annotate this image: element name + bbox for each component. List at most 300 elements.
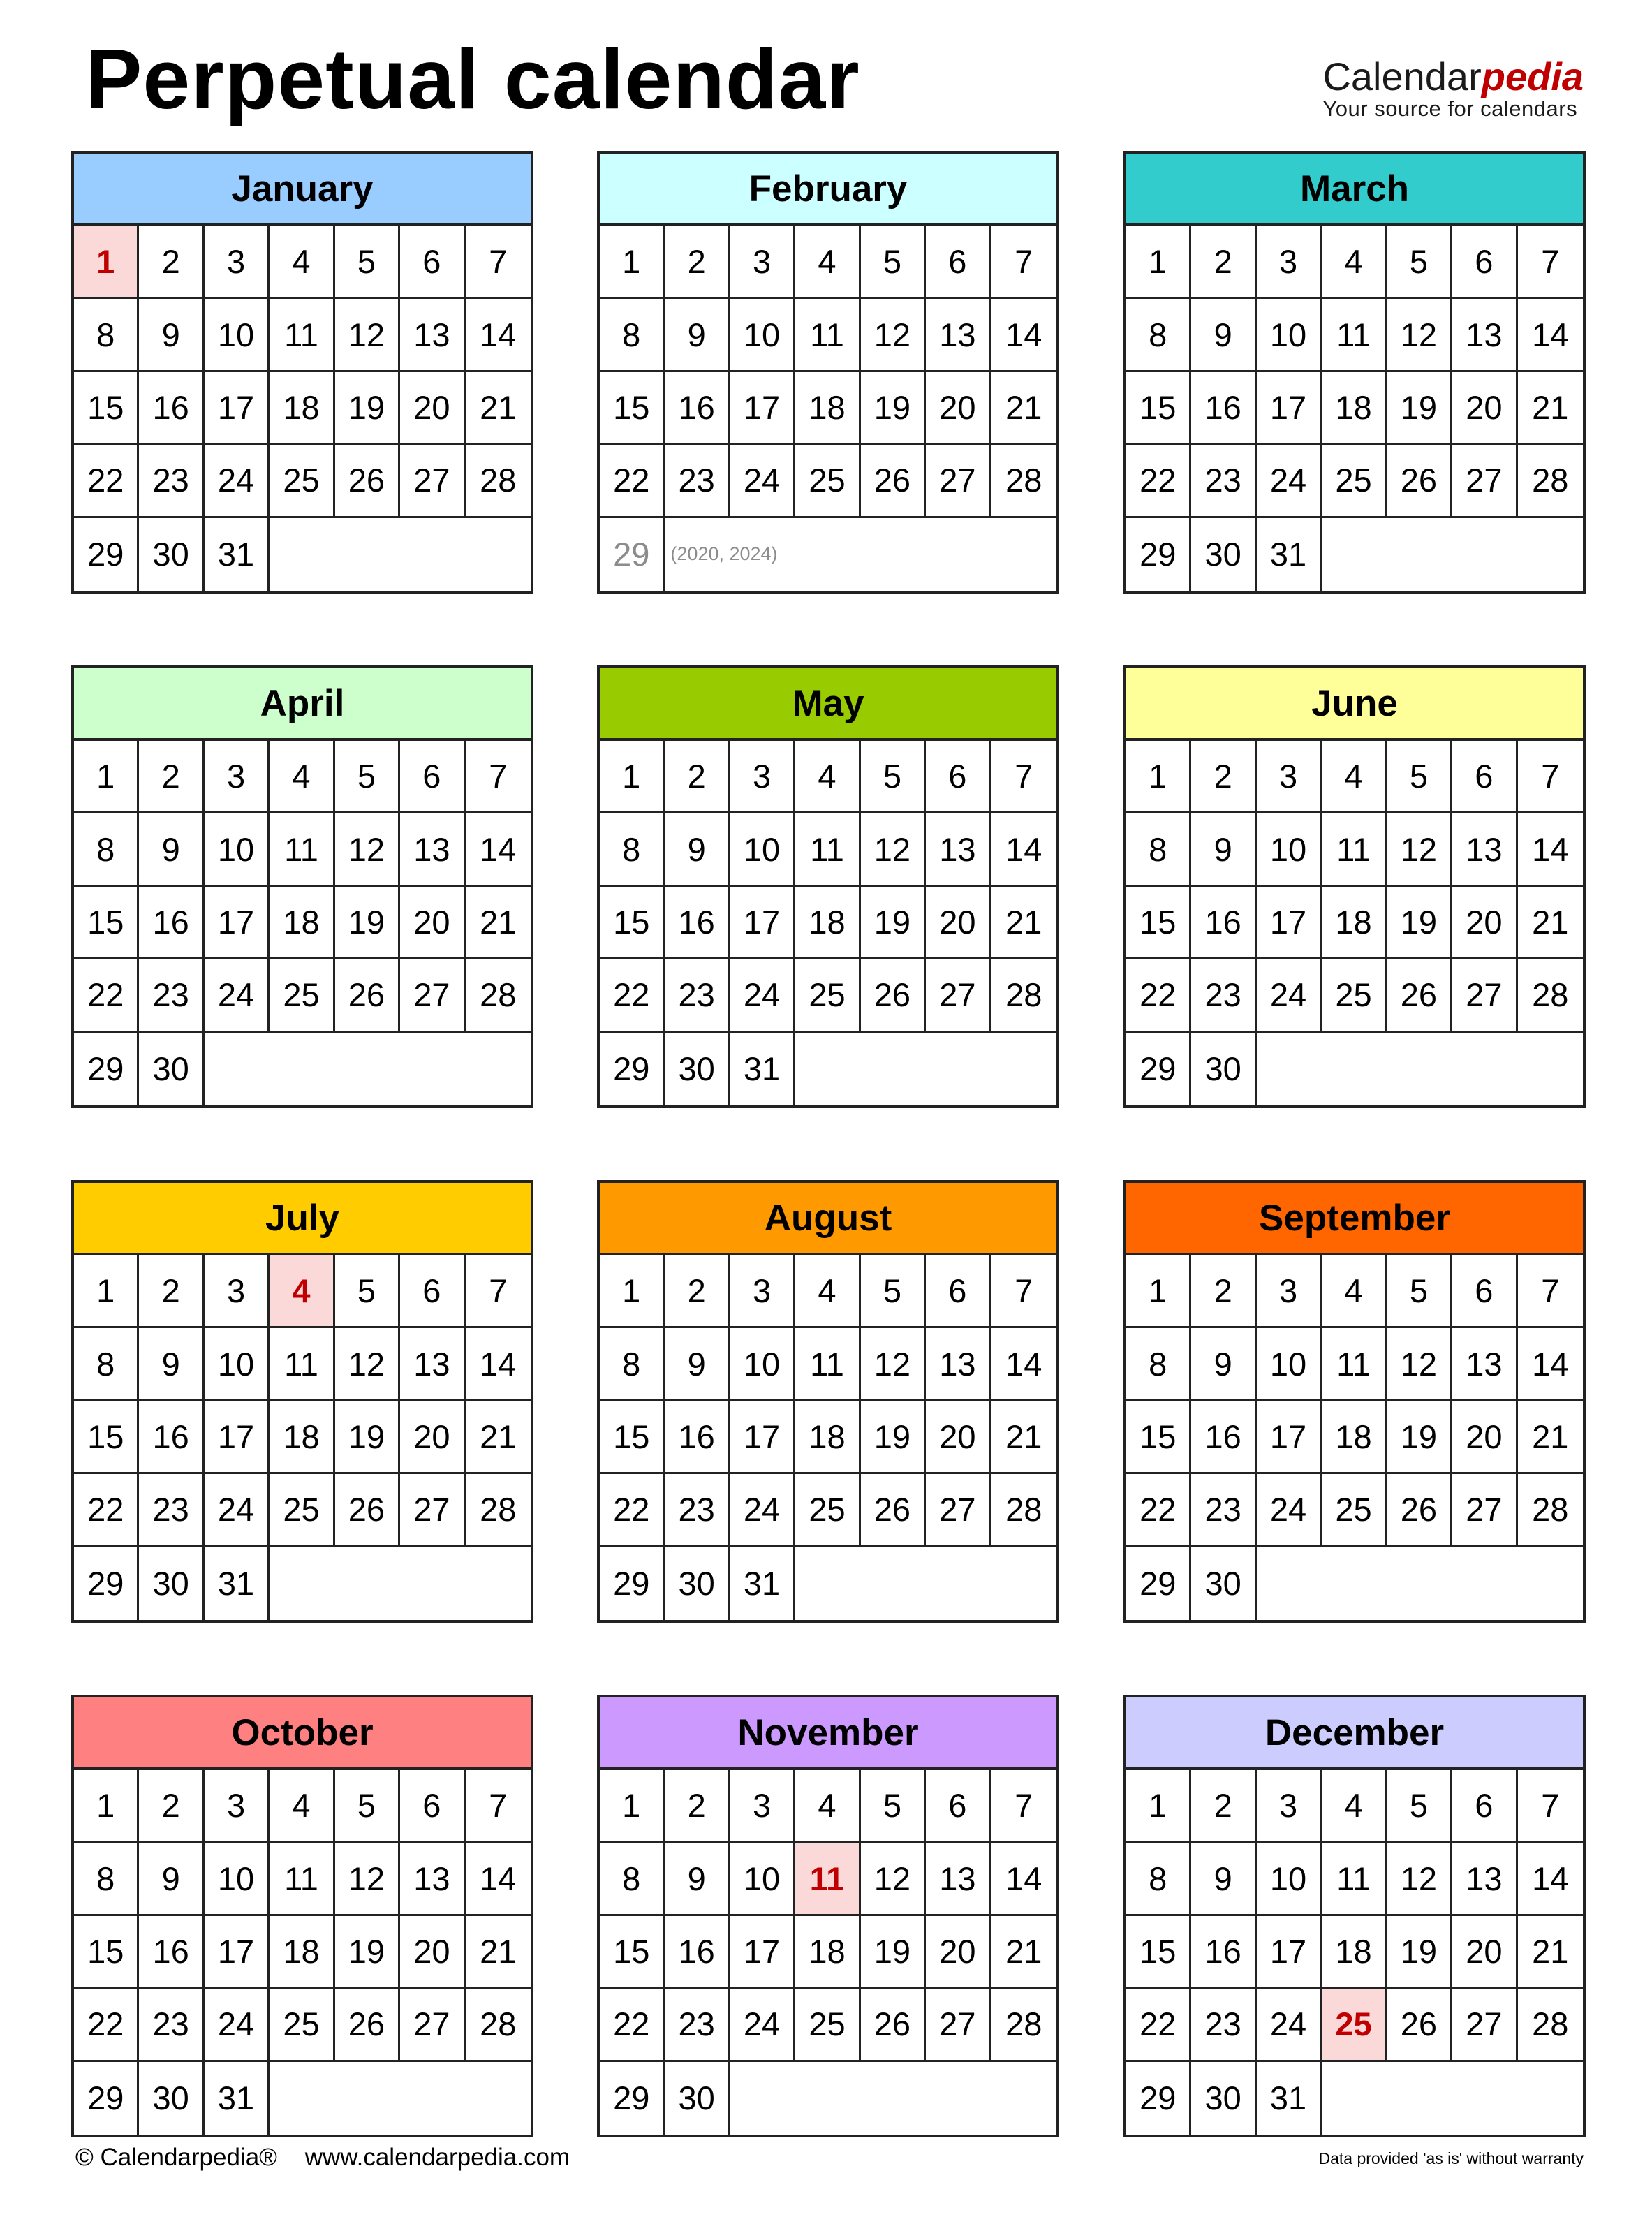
day-cell: 5 [861,741,926,813]
day-cell: 4 [1322,226,1387,299]
day-cell: 30 [139,518,204,591]
day-cell: 8 [74,813,139,886]
day-cell: 14 [991,299,1056,371]
day-cell: 14 [1518,813,1583,886]
day-cell: 22 [600,1474,665,1547]
day-cell: 21 [991,1916,1056,1989]
day-cell: 8 [600,299,665,371]
day-cell: 6 [400,226,465,299]
day-cell: 30 [665,1547,730,1620]
day-cell: 29 [74,518,139,591]
holiday-day-cell: 1 [74,226,139,299]
day-cell: 23 [139,1474,204,1547]
month-june [1123,665,1586,1108]
day-cell: 3 [1257,1770,1322,1843]
day-cell: 7 [991,226,1056,299]
day-cell: 18 [795,372,860,445]
month-header: May [600,668,1056,741]
day-cell: 26 [1387,1474,1452,1547]
day-cell: 11 [795,1328,860,1401]
day-cell: 26 [861,1474,926,1547]
day-cell: 28 [466,959,531,1032]
day-cell: 19 [335,1401,400,1474]
day-cell: 1 [74,1255,139,1328]
day-cell: 28 [1518,1474,1583,1547]
day-cell: 10 [730,1328,795,1401]
day-cell: 20 [400,372,465,445]
day-cell: 17 [1257,1916,1322,1989]
day-cell: 27 [400,1989,465,2061]
day-cell: 11 [270,299,334,371]
day-cell: 16 [139,887,204,959]
day-cell: 20 [1452,1916,1517,1989]
month-march [1123,151,1586,594]
month-days-grid [1126,1255,1583,1620]
day-cell: 3 [1257,1255,1322,1328]
day-cell: 1 [1126,226,1191,299]
day-cell: 29 [1126,1033,1191,1105]
day-cell: 19 [335,1916,400,1989]
day-cell: 5 [1387,226,1452,299]
day-cell: 10 [730,299,795,371]
day-cell: 5 [335,741,400,813]
month-may [597,665,1059,1108]
day-cell: 23 [1191,1989,1256,2061]
day-cell: 24 [205,445,270,517]
empty-cells [730,2062,1056,2135]
day-cell: 9 [139,813,204,886]
day-cell: 22 [74,445,139,517]
day-cell: 5 [335,1255,400,1328]
day-cell: 24 [730,959,795,1032]
day-cell: 6 [400,741,465,813]
day-cell: 20 [400,1401,465,1474]
day-cell: 7 [991,1770,1056,1843]
day-cell: 26 [861,445,926,517]
day-cell: 16 [1191,1916,1256,1989]
day-cell: 16 [665,1916,730,1989]
month-header: October [74,1697,531,1770]
empty-cells [795,1033,1056,1105]
day-cell: 11 [270,1328,334,1401]
day-cell: 7 [1518,1770,1583,1843]
day-cell: 16 [1191,1401,1256,1474]
day-cell: 30 [139,2062,204,2135]
day-cell: 23 [1191,959,1256,1032]
month-august [597,1180,1059,1623]
day-cell: 1 [600,1770,665,1843]
day-cell: 5 [861,1255,926,1328]
day-cell: 31 [1257,2062,1322,2135]
day-cell: 6 [1452,226,1517,299]
day-cell: 6 [1452,1255,1517,1328]
day-cell: 1 [600,1255,665,1328]
day-cell: 4 [270,1770,334,1843]
day-cell: 13 [1452,1843,1517,1915]
day-cell: 22 [600,1989,665,2061]
day-cell: 2 [139,1255,204,1328]
day-cell: 10 [1257,299,1322,371]
day-cell: 15 [74,887,139,959]
day-cell: 18 [795,1916,860,1989]
day-cell: 30 [139,1547,204,1620]
day-cell: 4 [1322,741,1387,813]
day-cell: 27 [400,959,465,1032]
month-october [71,1695,533,2137]
day-cell: 14 [991,1328,1056,1401]
day-cell: 28 [991,959,1056,1032]
day-cell: 25 [270,959,334,1032]
month-header: December [1126,1697,1583,1770]
day-cell: 6 [926,741,991,813]
day-cell: 29 [1126,2062,1191,2135]
month-header: April [74,668,531,741]
day-cell: 15 [600,887,665,959]
day-cell: 27 [1452,1989,1517,2061]
empty-cells [1322,2062,1583,2135]
day-cell: 24 [205,959,270,1032]
footer-website-link[interactable]: www.calendarpedia.com [304,2144,570,2171]
day-cell: 28 [991,1989,1056,2061]
day-cell: 23 [665,959,730,1032]
day-cell: 15 [600,1401,665,1474]
day-cell: 27 [926,1989,991,2061]
day-cell: 27 [1452,445,1517,517]
month-days-grid [600,741,1056,1105]
day-cell: 17 [205,887,270,959]
day-cell: 4 [795,741,860,813]
day-cell: 25 [795,1989,860,2061]
day-cell: 6 [926,1255,991,1328]
day-cell: 6 [926,1770,991,1843]
day-cell: 22 [600,445,665,517]
day-cell: 29 [1126,1547,1191,1620]
day-cell: 12 [335,299,400,371]
day-cell: 3 [205,1770,270,1843]
day-cell: 26 [861,959,926,1032]
day-cell: 3 [205,741,270,813]
day-cell: 27 [926,445,991,517]
day-cell: 28 [1518,445,1583,517]
day-cell: 14 [466,1843,531,1915]
day-cell: 2 [665,1255,730,1328]
day-cell: 15 [1126,887,1191,959]
month-january [71,151,533,594]
day-cell: 20 [400,1916,465,1989]
day-cell: 12 [1387,813,1452,886]
month-days-grid [600,226,1056,591]
month-september [1123,1180,1586,1623]
day-cell: 25 [1322,445,1387,517]
month-november [597,1695,1059,2137]
month-february [597,151,1059,594]
day-cell: 8 [1126,1328,1191,1401]
day-cell: 29 [74,1547,139,1620]
brand-name [1322,54,1584,98]
day-cell: 24 [205,1474,270,1547]
day-cell: 14 [466,1328,531,1401]
day-cell: 12 [335,1328,400,1401]
day-cell: 23 [665,1474,730,1547]
day-cell: 9 [1191,299,1256,371]
day-cell: 22 [1126,959,1191,1032]
day-cell: 22 [74,1989,139,2061]
day-cell: 11 [1322,1328,1387,1401]
day-cell: 29 [74,2062,139,2135]
day-cell: 26 [335,445,400,517]
day-cell: 25 [270,1474,334,1547]
day-cell: 30 [1191,2062,1256,2135]
day-cell: 10 [1257,1328,1322,1401]
day-cell: 20 [926,887,991,959]
month-days-grid [1126,226,1583,591]
day-cell: 8 [74,1328,139,1401]
day-cell: 16 [139,1401,204,1474]
brand-name-accent: pedia [1481,54,1584,98]
day-cell: 15 [74,1401,139,1474]
day-cell: 5 [861,1770,926,1843]
day-cell: 12 [861,1843,926,1915]
day-cell: 1 [1126,1255,1191,1328]
day-cell: 2 [139,226,204,299]
day-cell: 17 [730,1401,795,1474]
day-cell: 20 [926,372,991,445]
month-header: March [1126,154,1583,226]
day-cell: 30 [665,1033,730,1105]
day-cell: 2 [139,741,204,813]
day-cell: 15 [600,372,665,445]
day-cell: 3 [205,1255,270,1328]
day-cell: 14 [1518,1843,1583,1915]
day-cell: 9 [665,1843,730,1915]
day-cell: 22 [74,959,139,1032]
day-cell: 23 [139,445,204,517]
day-cell: 7 [991,741,1056,813]
day-cell: 21 [1518,1401,1583,1474]
day-cell: 15 [74,1916,139,1989]
day-cell: 11 [270,813,334,886]
day-cell: 21 [466,1916,531,1989]
day-cell: 4 [1322,1770,1387,1843]
day-cell: 17 [205,1916,270,1989]
day-cell: 21 [991,372,1056,445]
day-cell: 21 [466,887,531,959]
day-cell: 28 [991,445,1056,517]
day-cell: 3 [1257,741,1322,813]
day-cell: 25 [795,959,860,1032]
day-cell: 12 [1387,299,1452,371]
day-cell: 9 [665,813,730,886]
day-cell: 13 [400,813,465,886]
day-cell: 3 [1257,226,1322,299]
day-cell: 15 [1126,372,1191,445]
day-cell: 8 [74,1843,139,1915]
day-cell: 25 [270,1989,334,2061]
day-cell: 4 [795,226,860,299]
empty-cells [270,2062,531,2135]
day-cell: 26 [335,1474,400,1547]
day-cell: 16 [139,372,204,445]
day-cell: 20 [926,1401,991,1474]
day-cell: 19 [1387,887,1452,959]
day-cell: 24 [205,1989,270,2061]
day-cell: 24 [730,1474,795,1547]
day-cell: 28 [466,1474,531,1547]
day-cell: 11 [1322,1843,1387,1915]
day-cell: 26 [1387,959,1452,1032]
day-cell: 2 [1191,741,1256,813]
day-cell: 12 [335,813,400,886]
month-days-grid [1126,741,1583,1105]
day-cell: 8 [1126,813,1191,886]
day-cell: 14 [991,813,1056,886]
month-header: August [600,1183,1056,1255]
brand-logo [1322,54,1584,121]
day-cell: 19 [335,372,400,445]
day-cell: 9 [1191,813,1256,886]
day-cell: 9 [139,299,204,371]
day-cell: 26 [861,1989,926,2061]
day-cell: 20 [400,887,465,959]
day-cell: 29 [1126,518,1191,591]
empty-cells [1322,518,1583,591]
day-cell: 11 [1322,299,1387,371]
day-cell: 10 [205,813,270,886]
day-cell: 13 [1452,813,1517,886]
day-cell: 10 [205,299,270,371]
day-cell: 7 [466,226,531,299]
day-cell: 10 [730,1843,795,1915]
day-cell: 16 [665,887,730,959]
day-cell: 25 [270,445,334,517]
month-header: June [1126,668,1583,741]
day-cell: 6 [1452,1770,1517,1843]
day-cell: 10 [730,813,795,886]
day-cell: 13 [926,1843,991,1915]
day-cell: 30 [1191,1033,1256,1105]
day-cell: 2 [665,1770,730,1843]
footer-copyright: © Calendarpedia® [75,2144,277,2171]
day-cell: 19 [1387,1401,1452,1474]
day-cell: 16 [1191,887,1256,959]
day-cell: 13 [926,1328,991,1401]
day-cell: 31 [205,2062,270,2135]
day-cell: 19 [1387,1916,1452,1989]
day-cell: 27 [400,1474,465,1547]
day-cell: 31 [730,1033,795,1105]
day-cell: 25 [795,1474,860,1547]
day-cell: 17 [730,887,795,959]
day-cell: 6 [400,1255,465,1328]
day-cell: 16 [139,1916,204,1989]
day-cell: 18 [1322,887,1387,959]
day-cell: 18 [270,1401,334,1474]
day-cell: 13 [400,299,465,371]
holiday-day-cell: 11 [795,1843,860,1915]
day-cell: 30 [139,1033,204,1105]
month-header: September [1126,1183,1583,1255]
day-cell: 19 [861,887,926,959]
day-cell: 23 [1191,445,1256,517]
day-cell: 20 [1452,1401,1517,1474]
day-cell: 15 [1126,1401,1191,1474]
day-cell: 24 [730,445,795,517]
day-cell: 28 [1518,959,1583,1032]
day-cell: 11 [270,1843,334,1915]
day-cell: 28 [1518,1989,1583,2061]
day-cell: 31 [205,518,270,591]
empty-cells [270,1547,531,1620]
day-cell: 12 [335,1843,400,1915]
day-cell: 2 [665,226,730,299]
day-cell: 28 [991,1474,1056,1547]
month-days-grid [74,226,531,591]
day-cell: 16 [665,372,730,445]
day-cell: 11 [795,299,860,371]
day-cell: 28 [466,1989,531,2061]
day-cell: 2 [1191,1770,1256,1843]
day-cell: 26 [1387,445,1452,517]
day-cell: 31 [205,1547,270,1620]
day-cell: 24 [1257,959,1322,1032]
day-cell: 29 [600,518,665,591]
month-december [1123,1695,1586,2137]
day-cell: 5 [861,226,926,299]
day-cell: 21 [991,1401,1056,1474]
day-cell: 10 [205,1843,270,1915]
day-cell: 22 [74,1474,139,1547]
footer-left [75,2144,570,2172]
month-days-grid [1126,1770,1583,2135]
day-cell: 13 [926,299,991,371]
day-cell: 14 [466,299,531,371]
day-cell: 19 [861,1401,926,1474]
day-cell: 7 [1518,741,1583,813]
empty-cells [1257,1547,1583,1620]
empty-cells [795,1547,1056,1620]
empty-cells [1257,1033,1583,1105]
day-cell: 6 [926,226,991,299]
day-cell: 22 [1126,1474,1191,1547]
day-cell: 30 [665,2062,730,2135]
day-cell: 24 [730,1989,795,2061]
month-header: July [74,1183,531,1255]
day-cell: 1 [74,1770,139,1843]
day-cell: 18 [1322,1916,1387,1989]
day-cell: 18 [795,887,860,959]
day-cell: 17 [205,372,270,445]
day-cell: 9 [139,1328,204,1401]
day-cell: 29 [74,1033,139,1105]
day-cell: 17 [1257,372,1322,445]
day-cell: 8 [600,1328,665,1401]
day-cell: 3 [730,226,795,299]
day-cell: 10 [1257,813,1322,886]
day-cell: 18 [270,372,334,445]
day-cell: 22 [600,959,665,1032]
day-cell: 1 [1126,1770,1191,1843]
day-cell: 19 [861,1916,926,1989]
day-cell: 24 [1257,1474,1322,1547]
day-cell: 25 [795,445,860,517]
day-cell: 12 [861,1328,926,1401]
day-cell: 26 [1387,1989,1452,2061]
leap-year-note: (2020, 2024) [670,543,778,565]
day-cell: 31 [1257,518,1322,591]
day-cell: 31 [730,1547,795,1620]
day-cell: 18 [1322,372,1387,445]
day-cell: 27 [1452,959,1517,1032]
